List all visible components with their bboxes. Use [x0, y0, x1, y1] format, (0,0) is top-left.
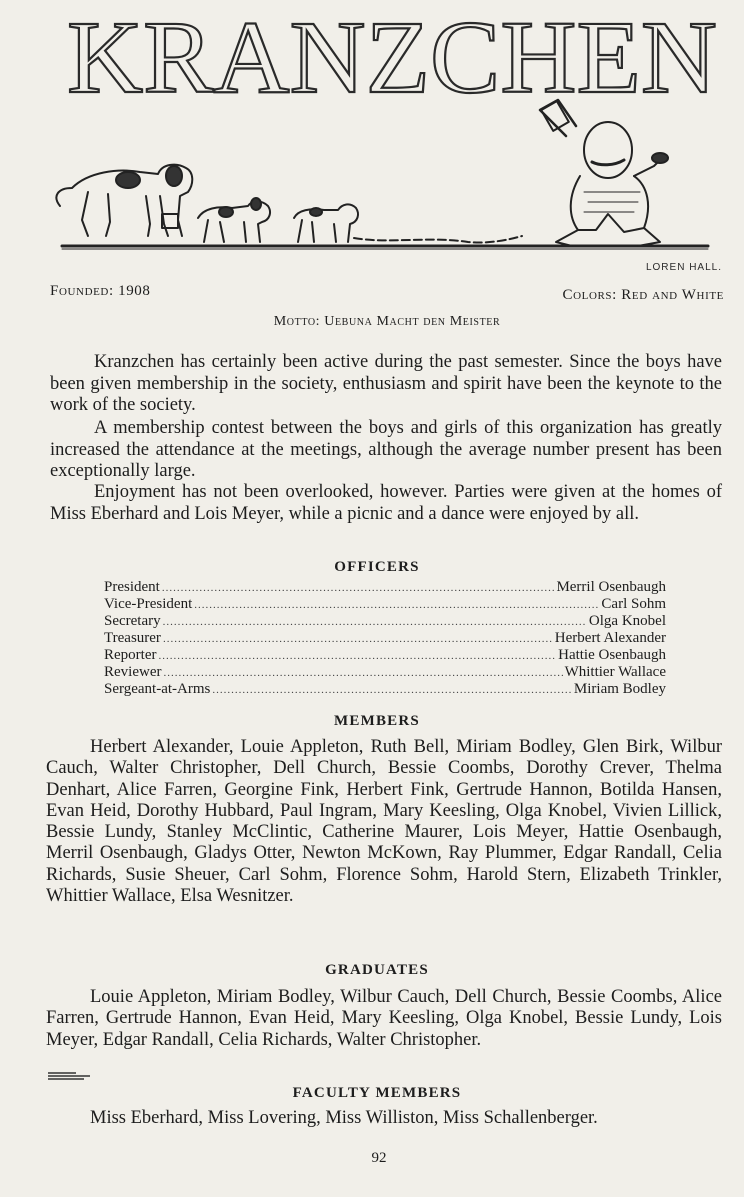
founded-label: Founded: 1908 — [50, 283, 151, 299]
officer-row — [104, 630, 666, 647]
officer-name: Miriam Bodley — [573, 681, 666, 697]
officer-name: Olga Knobel — [588, 613, 666, 629]
leader-dots — [163, 665, 562, 682]
leader-dots — [163, 614, 587, 631]
leader-dots — [194, 597, 599, 614]
big-dog-drawing — [56, 165, 192, 236]
page-title — [60, 4, 724, 104]
officer-role: Reviewer — [104, 664, 162, 680]
colors-label: Colors: Red and White — [562, 287, 724, 303]
leader-dots — [158, 648, 556, 665]
motto-label: Motto: Uebuna Macht den Meister — [273, 314, 501, 329]
officer-role: Vice-President — [104, 596, 193, 612]
officer-name: Hattie Osenbaugh — [558, 647, 666, 663]
officer-name: Merril Osenbaugh — [556, 579, 666, 595]
officer-row — [104, 664, 666, 681]
officer-row — [104, 579, 666, 596]
page-number: 92 — [371, 1150, 387, 1166]
officer-name: Whittier Wallace — [564, 664, 666, 680]
graduates-list: Louie Appleton, Miriam Bodley, Wilbur Cauch, Dell Church, Bessie Coombs, Alice Farren, Gertrude Hannon, Evan Heid, Mary Keesling, Olga Knobel, Bessie Lundy, Lois Meyer, Edgar Randall, Celia Richards, Walter Christopher. — [46, 987, 722, 1050]
officer-row — [104, 613, 666, 630]
officer-row — [104, 596, 666, 613]
officer-row — [104, 647, 666, 664]
officer-role: President — [104, 579, 160, 595]
artist-signature: LOREN HALL. — [645, 262, 722, 273]
officer-role: Reporter — [104, 647, 157, 663]
officer-row — [104, 681, 666, 698]
officer-role: Sergeant-at-Arms — [104, 681, 211, 697]
title-text: KRANZCHEN — [67, 4, 717, 104]
butcher-drawing — [540, 100, 668, 246]
officer-name: Herbert Alexander — [554, 630, 666, 646]
members-list: Herbert Alexander, Louie Appleton, Ruth Bell, Miriam Bodley, Glen Birk, Wilbur Cauch, Walter Christopher, Dell Church, Bessie Coombs, Dorothy Crever, Thelma Denhart, Alice Farren, Georgine Fink, Herbert Fink, Gertrude Hannon, Botilda Hansen, Evan Heid, Dorothy Hubbard, Paul Ingram, Mary Keesling, Olga Knobel, Vivien Lillick, Bessie Lundy, Stanley McClintic, Catherine Maurer, Lois Meyer, Hattie Osenbaugh, Merril Osenbaugh, Gladys Otter, Newton McKown, Ray Plummer, Edgar Randall, Celia Richards, Susie Sheuer, Carl Sohm, Florence Sohm, Harold Stern, Elizabeth Trinkler, Whittier Wallace, Elsa Wesnitzer. — [46, 737, 722, 907]
intro-paragraph-1: Kranzchen has certainly been active during the past semester. Since the boys have been given membership in the society, enthusiasm and spirit have been the keynote to the work of the society. — [50, 352, 722, 415]
officer-name: Carl Sohm — [601, 596, 666, 612]
officer-role: Treasurer — [104, 630, 161, 646]
intro-paragraph-2: A membership contest between the boys and girls of this organization has greatly increased the attendance at the meetings, although the average number present has been exceptionally large. — [50, 418, 722, 481]
members-heading: MEMBERS — [334, 713, 420, 729]
leader-dots — [163, 631, 553, 648]
intro-paragraph-3: Enjoyment has not been overlooked, however. Parties were given at the homes of Miss Eberhard and Lois Meyer, while a picnic and a dance were enjoyed by all. — [50, 482, 722, 524]
sausage-string — [354, 236, 522, 243]
ink-smudge — [46, 1070, 94, 1082]
leader-dots — [212, 682, 572, 699]
faculty-list: Miss Eberhard, Miss Lovering, Miss Williston, Miss Schallenberger. — [90, 1108, 598, 1128]
officer-role: Secretary — [104, 613, 161, 629]
header-illustration — [48, 96, 728, 262]
leader-dots — [162, 580, 555, 597]
small-dog-drawing — [294, 204, 358, 242]
faculty-heading: FACULTY MEMBERS — [292, 1085, 462, 1101]
middle-dog-drawing — [198, 198, 270, 242]
graduates-heading: GRADUATES — [325, 962, 429, 978]
officers-heading: OFFICERS — [334, 559, 420, 575]
officers-list — [104, 579, 666, 698]
